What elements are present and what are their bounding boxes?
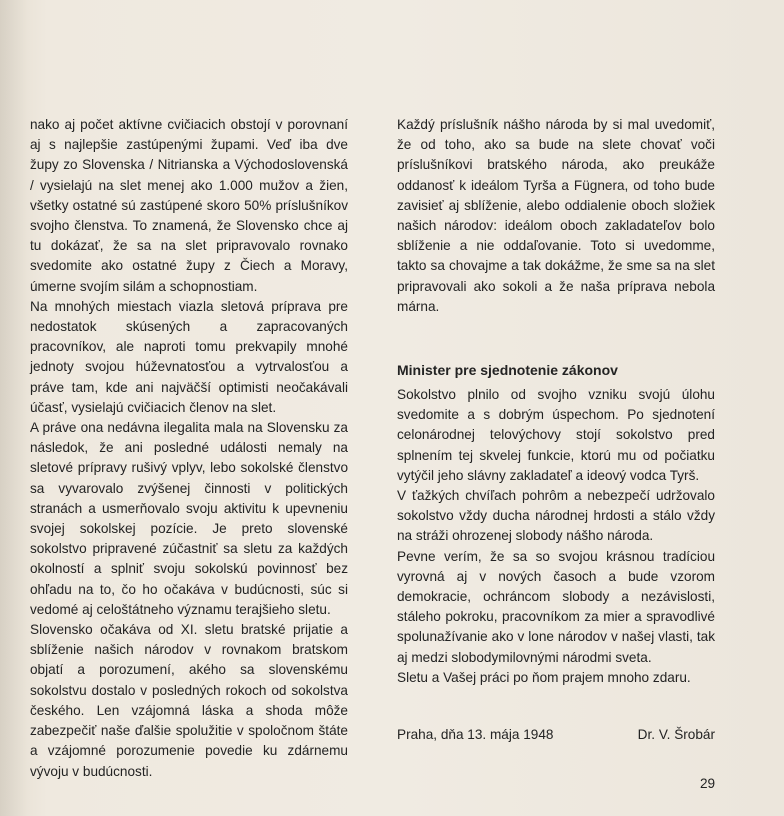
place-date: Praha, dňa 13. mája 1948	[397, 727, 554, 742]
left-paragraph-2: Na mnohých miestach viazla sletová príprava pre nedostatok skúsených a zapracovaných pracovníkov, ale naproti tomu prekvapily mnohé jednoty svojou húževnatosťou a vytrvalosťou a práve tam, kde ani najväčší optimisti neočakávali účasť, vysielajú cvičiacich členov na slet.	[30, 298, 348, 415]
section-paragraph-2: V ťažkých chvíľach pohrôm a nebezpečí udržovalo sokolstvo vždy ducha národnej hrdosti a stálo vždy na stráži ohrozenej slobody nášho národa.	[397, 488, 715, 544]
section-paragraph-3: Pevne verím, že sa so svojou krásnou tradíciou vyrovná aj v nových časoch a bude vzorom demokracie, ochráncom slobody a nezávislosti, stáleho pokroku, pracovníkom za mier a spravodlivé spolunažívanie ako v lone národov v našej vlasti, tak aj medzi slobodymilovnými národmi sveta.	[397, 548, 715, 665]
right-column	[397, 115, 715, 317]
section-heading: Minister pre sjednotenie zákonov	[397, 362, 618, 378]
page-number: 29	[700, 776, 716, 791]
section-paragraph-1: Sokolstvo plnilo od svojho vzniku svojú úlohu svedomite a s dobrým úspechom. Po sjednotení celonárodnej telovýchovy stojí sokolstvo pred splnením tej skvelej funkcie, ktorú mu od počiatku vytýčil jeho slávny zakladateľ a ideový vodca Tyrš.	[397, 387, 715, 483]
left-paragraph-3: A práve ona nedávna ilegalita mala na Slovensku za následok, že ani posledné události nemaly na sletové prípravy rušivý vplyv, lebo sokolské členstvo sa vyvarovalo zvýšenej činnosti v politických stranách a usmerňovalo svoju aktivitu k upevneniu svojej sokolskej pozície. Je preto slovenské sokolstvo pripravené zúčastniť sa sletu za každých okolností a splniť svoju sokolskú povinnosť bez ohľadu na to, čo ho očakáva v budúcnosti, súc si vedomé aj celoštátneho významu terajšieho sletu.	[30, 420, 348, 617]
left-column	[30, 115, 348, 782]
section-body	[397, 385, 715, 688]
left-paragraph-1: nako aj počet aktívne cvičiacich obstojí v porovnaní aj s najlepšie zastúpenými župami. Veď iba dve župy zo Slovenska / Nitrianska a Východoslovenská / vysielajú na slet menej ako 1.000 mužov a žien, všetky ostatné sú zastúpené skoro 50% príslušníkov svojho členstva. To znamená, že Slovensko chce aj tu dokázať, že sa na slet pripravovalo rovnako svedomite ako ostatné župy z Čiech a Moravy, úmerne svojím silám a schopnostiam.	[30, 117, 348, 294]
page-gutter-shadow	[0, 0, 28, 816]
signature: Dr. V. Šrobár	[637, 727, 715, 742]
left-paragraph-4: Slovensko očakáva od XI. sletu bratské prijatie a sblíženie našich národov v rovnakom bratskom objatí a porozumení, akého sa slovenskému sokolstvu dostalo v posledných rokoch od sokolstva českého. Len vzájomná láska a shoda môže zabezpečiť naše ďalšie spolužitie v spoločnom štáte a vzájomné porozumenie povedie ku zdárnemu vývoju v budúcnosti.	[30, 622, 348, 779]
right-paragraph-1: Každý príslušník nášho národa by si mal uvedomiť, že od toho, ako sa bude na slete chovať voči príslušníkovi bratského národa, ako preukáže oddanosť k ideálom Tyrša a Fügnera, od toho bude zavisieť aj sblíženie, alebo oddialenie oboch složiek našich národov: ideálom oboch zakladateľov bolo sblíženie a nie oddaľovanie. Toto si uvedomme, takto sa chovajme a tak dokážme, že sme sa na slet pripravovali ako sokoli a že naša príprava nebola márna.	[397, 117, 715, 314]
section-paragraph-4: Sletu a Vašej práci po ňom prajem mnoho zdaru.	[397, 669, 691, 685]
